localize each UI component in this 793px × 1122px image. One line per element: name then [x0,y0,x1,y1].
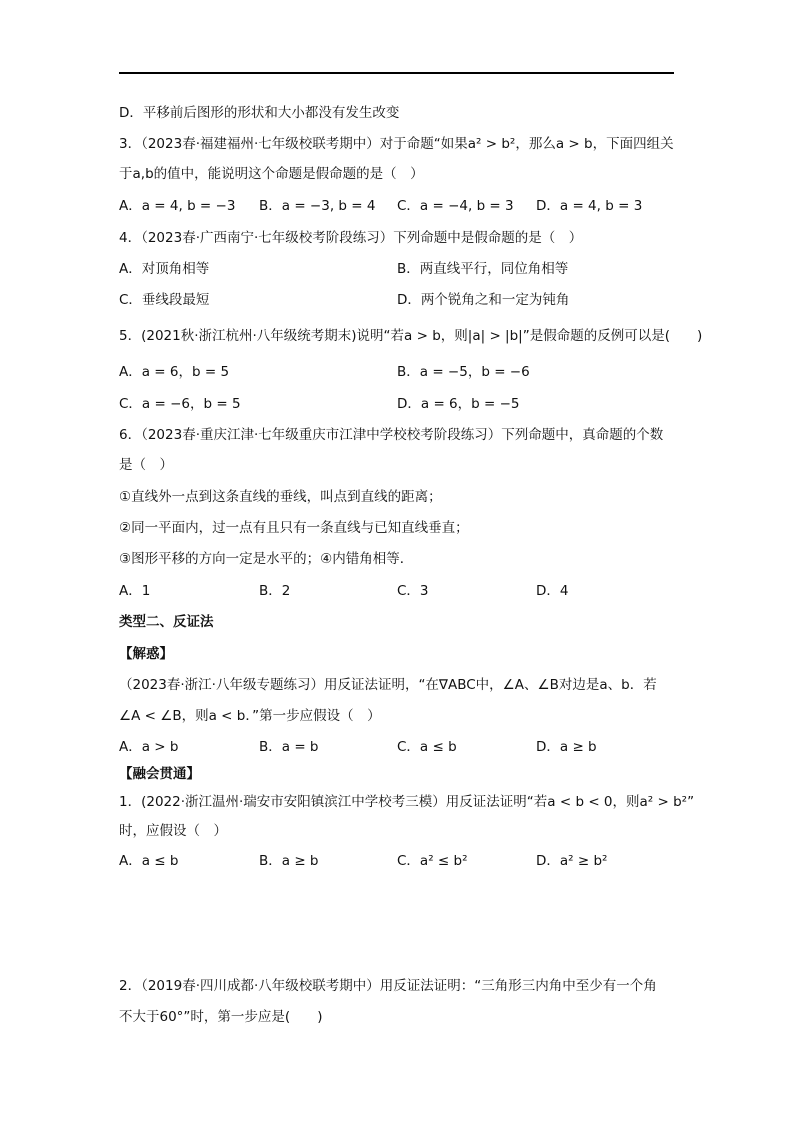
subheading-jiehuo: 【解惑】 [119,646,173,662]
practice-1-option-c: C．a² ≤ b² [397,853,468,869]
header-rule [119,72,674,74]
example-option-a: A．a > b [119,739,179,755]
q6-statement-1: ①直线外一点到这条直线的垂线，叫点到直线的距离； [119,489,442,505]
example-question-stem: （2023春·浙江·八年级专题练习）用反证法证明，“在∇ABC中，∠A、∠B对边是a、b．若 [119,677,657,693]
question-4-stem: 4．（2023春·广西南宁·七年级校考阶段练习）下列命题中是假命题的是（ ） [119,230,583,246]
practice-2-stem-cont: 不大于60°”时，第一步应是( ) [119,1009,323,1025]
practice-1-option-d: D．a² ≥ b² [536,853,608,869]
example-option-d: D．a ≥ b [536,739,597,755]
question-5-stem: 5．(2021秋·浙江杭州·八年级统考期末)说明“若a > b，则|a| > |b|”是假命题的反例可以是( ) [119,328,703,344]
practice-1-stem-cont: 时，应假设（ ） [119,823,227,839]
q6-option-b: B．2 [259,583,291,599]
q3-option-d: D．a = 4, b = 3 [536,198,643,214]
q3-option-b: B．a = −3, b = 4 [259,198,376,214]
practice-1-option-a: A．a ≤ b [119,853,179,869]
q6-option-c: C．3 [397,583,429,599]
q4-option-c: C．垂线段最短 [119,292,210,308]
q6-option-d: D．4 [536,583,569,599]
section-heading: 类型二、反证法 [119,614,214,630]
question-6-stem-cont: 是（ ） [119,457,173,473]
q5-option-c: C．a = −6，b = 5 [119,396,241,412]
q6-statement-2: ②同一平面内，过一点有且只有一条直线与已知直线垂直； [119,520,469,536]
q3-option-a: A．a = 4, b = −3 [119,198,236,214]
q5-option-d: D．a = 6，b = −5 [397,396,520,412]
question-3-stem: 3．（2023春·福建福州·七年级校联考期中）对于命题“如果a² > b²，那么a > b，下面四组关 [119,136,674,152]
question-3-stem-cont: 于a,b的值中，能说明这个命题是假命题的是（ ） [119,166,424,182]
practice-2-stem: 2．（2019春·四川成都·八年级校联考期中）用反证法证明：“三角形三内角中至少有一个角 [119,978,657,994]
question-6-stem: 6．（2023春·重庆江津·七年级重庆市江津中学校校考阶段练习）下列命题中，真命题的个数 [119,427,664,443]
option-d-previous: D．平移前后图形的形状和大小都没有发生改变 [119,105,400,121]
q6-option-a: A．1 [119,583,151,599]
q4-option-a: A．对顶角相等 [119,261,210,277]
q5-option-a: A．a = 6，b = 5 [119,364,230,380]
q4-option-d: D．两个锐角之和一定为钝角 [397,292,570,308]
q5-option-b: B．a = −5，b = −6 [397,364,530,380]
practice-1-option-b: B．a ≥ b [259,853,319,869]
q6-statement-3-4: ③图形平移的方向一定是水平的；④内错角相等． [119,551,414,567]
q3-option-c: C．a = −4, b = 3 [397,198,514,214]
example-question-stem-cont: ∠A < ∠B，则a < b．”第一步应假设（ ） [119,708,381,724]
example-option-c: C．a ≤ b [397,739,457,755]
example-option-b: B．a = b [259,739,319,755]
practice-1-stem: 1．(2022·浙江温州·瑞安市安阳镇滨江中学校考三模）用反证法证明“若a < b < 0，则a² > b²” [119,794,695,810]
subheading-ronghui: 【融会贯通】 [119,766,200,782]
q4-option-b: B．两直线平行，同位角相等 [397,261,569,277]
